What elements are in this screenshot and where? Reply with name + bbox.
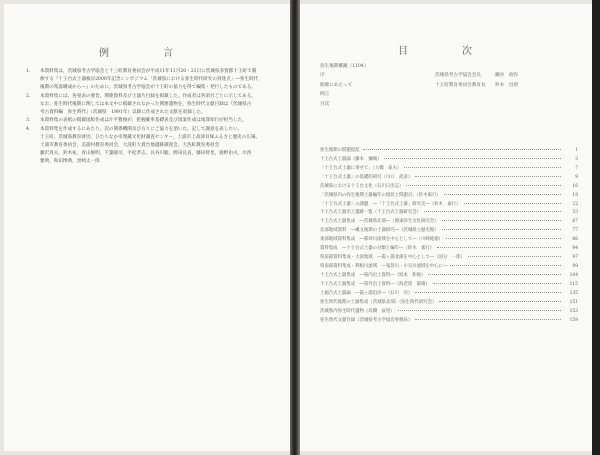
toc-entry-title: 県南部資料集成・大洗地域 ―霞ヶ浦北部を中心として―（国分 一郎） bbox=[320, 255, 465, 261]
toc-entry-page: 22 bbox=[572, 201, 578, 207]
dot-leader bbox=[442, 220, 561, 221]
toc-entry bbox=[320, 272, 578, 281]
toc-entry bbox=[320, 156, 578, 165]
toc-entry-title: 県南部資料集成・利根川流域 ―鬼怒川・小貝川流域を中心に― bbox=[320, 263, 448, 269]
toc-entry-page: 153 bbox=[569, 308, 578, 314]
toc-entry bbox=[320, 263, 578, 272]
front-matter-name bbox=[495, 90, 570, 99]
toc-entry-title: 弥生時代文献目録（茨城県考古学協会事務局） bbox=[320, 317, 413, 323]
toc-entry-page: 97 bbox=[572, 255, 578, 261]
front-matter-label: 目次 bbox=[320, 101, 330, 107]
front-matter-label: 開催にあたって bbox=[320, 82, 353, 88]
right-page bbox=[300, 4, 592, 451]
toc-entry-page: 94 bbox=[572, 246, 578, 252]
toc-entry-title: 十王台式土器出土遺跡一覧（十王台式土器研究会） bbox=[320, 210, 421, 216]
front-matter-name bbox=[495, 62, 570, 71]
front-matter-org: 十王町教育委員会教育長 bbox=[435, 82, 486, 88]
note-text: 本資料集には，各発表の要旨，関連資料及び土器片目録を掲載した。作成者は各項目ごとに示してある。 なお，弥生時代後期に関しては本文中に掲載されなかった関連遺物を，弥生時代文献目録は『茨城県古 考古資料編 弥生時代』（茨城県 1991年）以降に作成された文献を収録した。 bbox=[40, 93, 256, 115]
note-text: 本資料集の表紙の掲載図版作成は片平雅俊が，把握確率基礎表及び図案作成は尾澤知行が担当した。 bbox=[40, 118, 247, 124]
front-matter-item bbox=[320, 62, 570, 71]
front-matter-name: 鈴木 昌則 bbox=[495, 82, 518, 88]
dot-leader bbox=[468, 256, 561, 257]
front-matter-label: 序 bbox=[320, 73, 325, 79]
toc-entry bbox=[320, 254, 578, 263]
toc-entry-page: 3 bbox=[575, 156, 578, 162]
toc-entry-page: 86 bbox=[572, 237, 578, 243]
toc-entry-page: 151 bbox=[569, 299, 578, 305]
toc-entry bbox=[320, 245, 578, 254]
dot-leader bbox=[442, 229, 561, 230]
toc-entry bbox=[320, 201, 578, 210]
front-matter-item bbox=[320, 100, 570, 109]
toc-entry-page: 18 bbox=[572, 192, 578, 198]
toc-entry bbox=[320, 174, 578, 183]
note-item bbox=[26, 93, 276, 117]
toc-entry bbox=[320, 299, 578, 308]
page-title-rei: 例 言 bbox=[99, 48, 195, 59]
front-matter-label: 弥生後期概観（1104） bbox=[320, 64, 369, 69]
note-number: 4. bbox=[26, 127, 31, 133]
table-of-contents bbox=[320, 147, 578, 325]
page-title-mokuji: 目 次 bbox=[398, 46, 494, 57]
dot-leader bbox=[363, 149, 561, 150]
toc-entry-title: 上稲吉式土器論 ―霞ヶ浦沿岸―（石川 功） bbox=[320, 290, 413, 296]
toc-entry-page: 67 bbox=[572, 219, 578, 225]
toc-entry bbox=[320, 227, 578, 236]
dot-leader bbox=[415, 176, 561, 177]
toc-entry-page: 7 bbox=[575, 165, 578, 171]
dot-leader bbox=[444, 194, 561, 195]
toc-entry-title: 茨城県における十王台文化（石川日出志） bbox=[320, 183, 404, 189]
dot-leader bbox=[450, 265, 561, 266]
dot-leader bbox=[446, 238, 561, 239]
toc-entry-page: 16 bbox=[572, 183, 578, 189]
note-number: 1. bbox=[26, 69, 31, 74]
front-matter-name bbox=[495, 100, 570, 109]
toc-entry bbox=[320, 192, 578, 201]
toc-entry-title: 十王台式土器集成 ―茨城県北部―（関東弥生文化研究会） bbox=[320, 219, 439, 225]
dot-leader bbox=[406, 185, 561, 186]
toc-entry-page: 33 bbox=[572, 210, 578, 216]
toc-entry-title: 資料集成 ―十王台式土器の分類と編年―（鈴木 素行） bbox=[320, 246, 435, 252]
note-item bbox=[26, 126, 276, 166]
toc-entry-title: 茨城県内弥生時代遺物（高橋 辰男） bbox=[320, 308, 395, 314]
toc-entry-page: 159 bbox=[569, 317, 578, 323]
front-matter-org: 茨城県考古学協会会長 bbox=[435, 73, 481, 79]
toc-entry bbox=[320, 290, 578, 299]
toc-entry bbox=[320, 317, 578, 326]
toc-entry-page: 99 bbox=[572, 263, 578, 269]
toc-entry bbox=[320, 183, 578, 192]
front-matter-item bbox=[320, 81, 570, 90]
dot-leader bbox=[433, 283, 561, 284]
note-text: 本資料集を作成するにあたり，次の関係機関及び方々にご協力を頂いた。記して謝意を表したい。 十王町，茨城県教育財団，ひたちなか市埋蔵文化財調査センター，土浦市上高津貝塚ふるさと歴史の広場， 土浦市教育委員会，美浦村教育委員会，大洗町大貫台地遺跡調査会，大洗町教育委員会 藤沢真夫，鈴木祐，青山俊明，千葉隆司，平松孝志，長谷川聡，野田良直，藤田智也，鹿野由夫，川西 雅明，和田博典，黒崎太一郎 bbox=[40, 127, 261, 164]
toc-entry-title: 「茨城県内の弥生後期土器編年の現状と問題点」（鈴木素行） bbox=[320, 192, 441, 198]
front-matter-org bbox=[435, 100, 495, 109]
toc-entry bbox=[320, 281, 578, 290]
toc-entry-title: 北部地域資料 ―縄文後期の土器研究―（茨城県立歴史館） bbox=[320, 228, 439, 234]
toc-entry-page: 104 bbox=[569, 272, 578, 278]
left-page bbox=[4, 4, 291, 451]
dot-leader bbox=[415, 292, 561, 293]
explanatory-notes bbox=[26, 68, 276, 167]
dot-leader bbox=[428, 274, 561, 275]
toc-entry bbox=[320, 308, 578, 317]
dot-leader bbox=[424, 211, 561, 212]
toc-entry-title: 「十王台式土器に寄せて」（大橋 泰夫） bbox=[320, 165, 402, 171]
front-matter-org bbox=[435, 90, 495, 99]
front-matter-name: 瀬谷 政弥 bbox=[495, 73, 518, 79]
toc-entry-title: 弥生後期の問題提起 bbox=[320, 148, 360, 153]
note-item bbox=[26, 68, 276, 92]
note-text: 本資料集は，茨城県考古学協会と十三町教育委員会が平成11年11月20・21日に茨城県多賀郡十王町で開 催する『十王台式土器検討2000年記念シンポジウム「茨城県における弥生時代研究の到達点」―弥生時代 後期の集落構成から―』のために，茨城県考古学協会が十王町の協力を得て編集・発行したものである。 bbox=[40, 69, 259, 90]
toc-entry bbox=[320, 165, 578, 174]
dot-leader bbox=[437, 247, 561, 248]
toc-entry-page: 115 bbox=[569, 281, 578, 287]
dot-leader bbox=[415, 319, 561, 320]
toc-entry-page: 9 bbox=[575, 174, 578, 180]
dot-leader bbox=[384, 158, 561, 159]
front-matter-list bbox=[320, 62, 570, 109]
toc-entry bbox=[320, 147, 578, 156]
dot-leader bbox=[398, 310, 561, 311]
toc-entry bbox=[320, 209, 578, 218]
note-item bbox=[26, 117, 276, 125]
dot-leader bbox=[439, 301, 561, 302]
note-number: 2. bbox=[26, 93, 31, 99]
scan-edge bbox=[592, 0, 600, 455]
toc-entry-page: 135 bbox=[569, 290, 578, 296]
dot-leader bbox=[404, 167, 561, 168]
front-matter-org bbox=[435, 62, 495, 71]
front-matter-item bbox=[320, 90, 570, 99]
toc-entry-title: 「十王台式土器」の基礎的研究（川口 武彦） bbox=[320, 174, 413, 180]
toc-entry-title: 十王台式土器論（藤本 彌城） bbox=[320, 156, 382, 162]
dot-leader bbox=[464, 203, 561, 204]
note-number: 3. bbox=[26, 118, 31, 124]
toc-entry-title: 「十王台式土器」の課題 ―「十王台式土器」研究史―（鈴木 素行） bbox=[320, 201, 461, 207]
book-gutter bbox=[290, 0, 300, 455]
front-matter-label: 例言 bbox=[320, 92, 330, 98]
toc-entry-title: 弥生時代後期の土器集成（茨城県北部）（弥生時代研究会） bbox=[320, 299, 437, 305]
front-matter-item bbox=[320, 71, 570, 80]
toc-entry-title: 十王台式土器集成 ―県内出土資料―（坂本 和俊） bbox=[320, 272, 426, 278]
toc-entry-page: 77 bbox=[572, 228, 578, 234]
toc-entry bbox=[320, 236, 578, 245]
toc-entry-title: 十王台式土器集成 ―県外出土資料―（海老原 郁雄） bbox=[320, 281, 430, 287]
toc-entry-page: 1 bbox=[575, 148, 578, 153]
toc-entry bbox=[320, 218, 578, 227]
toc-entry-title: 東部地域資料集成 ―那珂川流域を中心として―（川崎純徳） bbox=[320, 237, 443, 243]
